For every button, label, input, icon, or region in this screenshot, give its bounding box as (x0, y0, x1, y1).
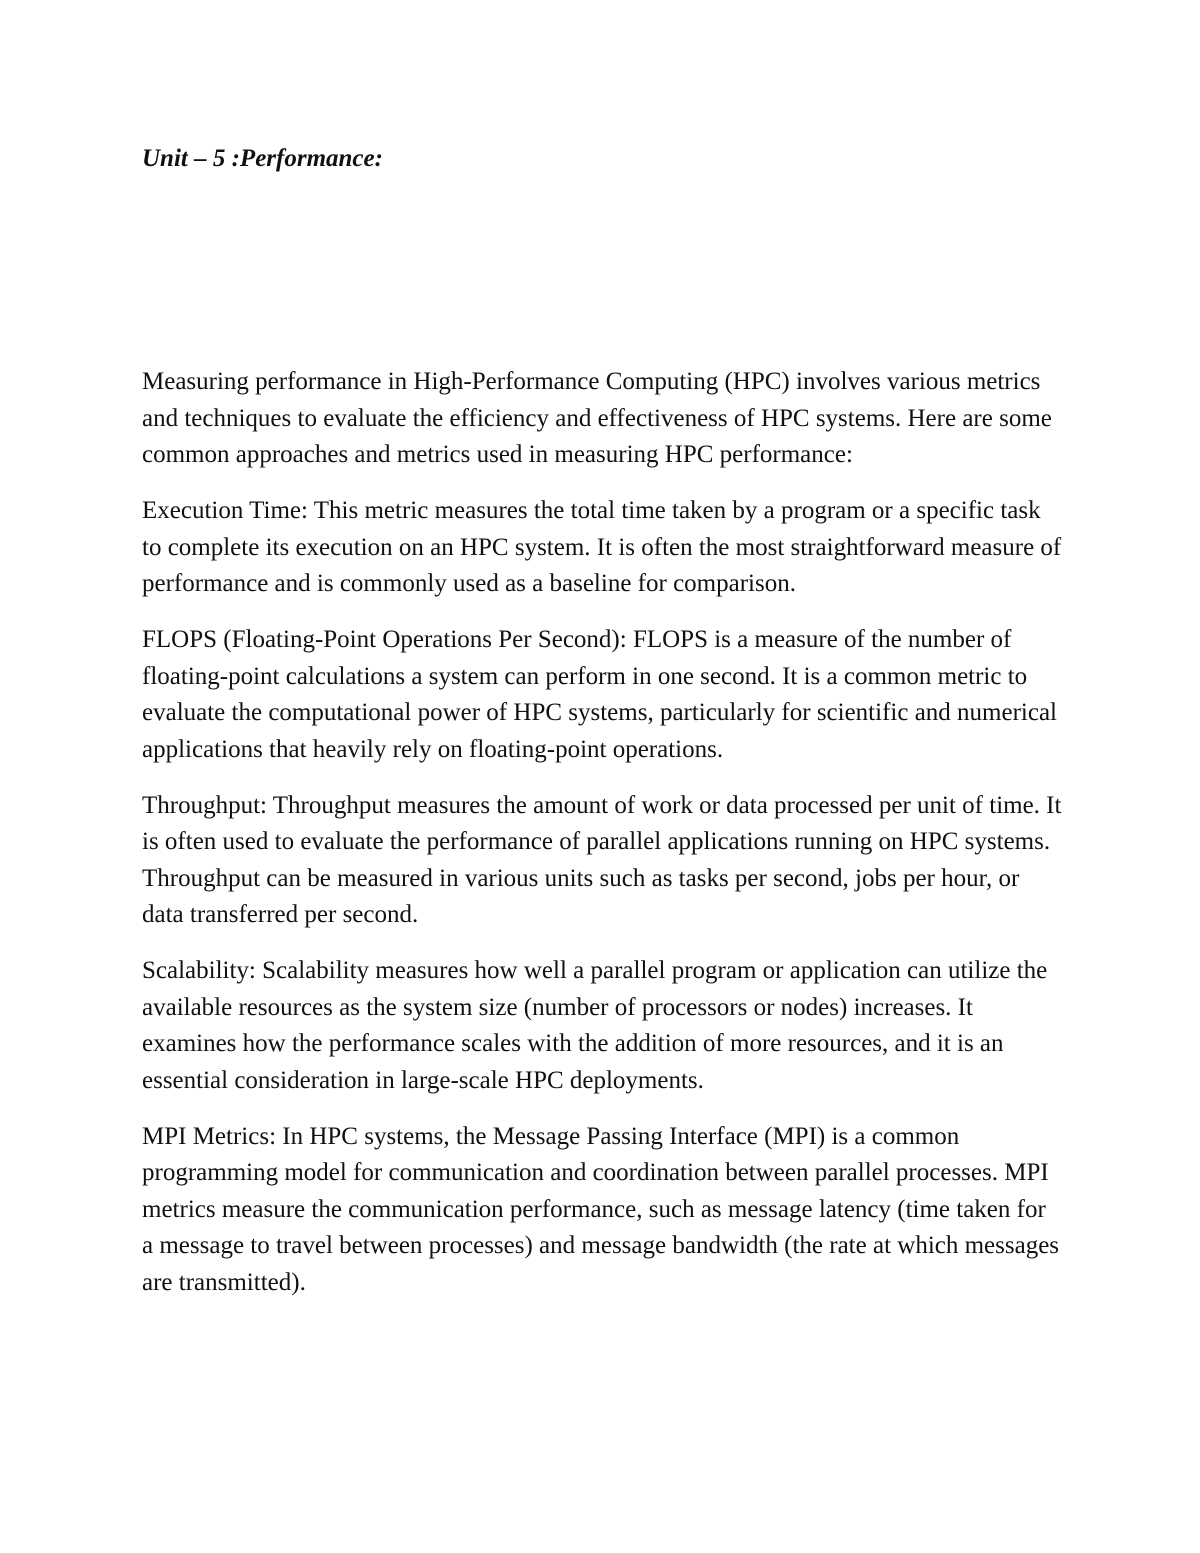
paragraph-mpi-metrics: MPI Metrics: In HPC systems, the Message Passing Interface (MPI) is a common programming model for communication and coordination between parallel processes. MPI metrics measure the communication performance, such as message latency (time taken for a message to travel between processes) and message bandwidth (the rate at which messages are transmitted). (142, 1122, 1060, 1296)
paragraph-flops: FLOPS (Floating-Point Operations Per Second): FLOPS is a measure of the number of floating-point calculations a system can perform in one second. It is a common metric to evaluate the computational power of HPC systems, particularly for scientific and numerical applications that heavily rely on floating-point operations. (142, 626, 1057, 763)
paragraph-execution-time: Execution Time: This metric measures the total time taken by a program or a specific task to complete its execution on an HPC system. It is often the most straightforward measure of performance and is commonly used as a baseline for comparison. (142, 497, 1062, 597)
document-body (142, 364, 1062, 1301)
paragraph-intro: Measuring performance in High-Performance Computing (HPC) involves various metrics and techniques to evaluate the efficiency and effectiveness of HPC systems. Here are some common approaches and metrics used in measuring HPC performance: (142, 368, 1052, 468)
page-title: Unit – 5 :Performance: (142, 145, 383, 172)
paragraph-throughput: Throughput: Throughput measures the amount of work or data processed per unit of time. It is often used to evaluate the performance of parallel applications running on HPC systems. Throughput can be measured in various units such as tasks per second, jobs per hour, or data transferred per second. (142, 791, 1062, 928)
paragraph-scalability: Scalability: Scalability measures how well a parallel program or application can utilize the available resources as the system size (number of processors or nodes) increases. It examines how the performance scales with the addition of more resources, and it is an essential consideration in large-scale HPC deployments. (142, 957, 1048, 1094)
